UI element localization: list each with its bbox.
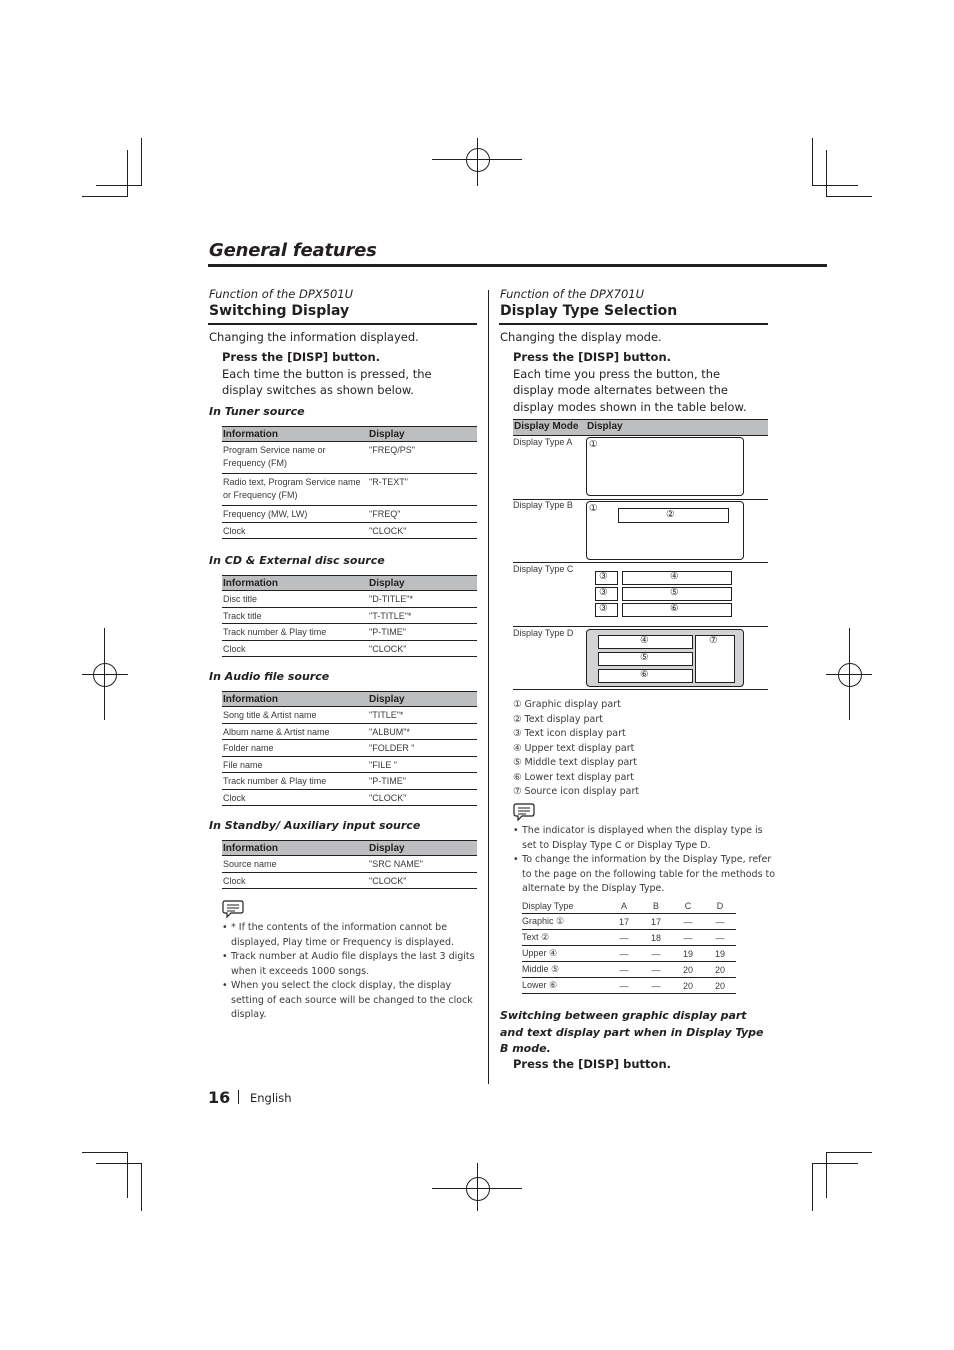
table-row bbox=[522, 946, 736, 962]
table-cell: 20 bbox=[704, 962, 736, 978]
table-cell: 17 bbox=[608, 914, 640, 930]
memo-icon bbox=[222, 899, 244, 919]
page-title: General features bbox=[209, 240, 377, 261]
callout-number: ② bbox=[666, 509, 675, 520]
legend-item: ② Text display part bbox=[513, 713, 604, 725]
table-cell: Frequency (MW, LW) bbox=[222, 506, 368, 523]
table-cell: Disc title bbox=[222, 591, 368, 608]
table-cell: — bbox=[640, 978, 672, 994]
notes-left bbox=[222, 921, 483, 1023]
table-cell: Lower ⑥ bbox=[522, 978, 608, 994]
table-cell: — bbox=[704, 930, 736, 946]
table-cell: "CLOCK" bbox=[368, 640, 477, 657]
footer-divider bbox=[238, 1090, 239, 1104]
table-cell: "R-TEXT" bbox=[368, 474, 477, 506]
legend-item: ⑤ Middle text display part bbox=[513, 757, 637, 768]
table-cell: Folder name bbox=[222, 740, 368, 757]
table-cell: "TITLE"* bbox=[368, 707, 477, 724]
intro-text: Changing the display mode. bbox=[500, 330, 662, 344]
table-row bbox=[222, 707, 477, 724]
column-header: Information bbox=[222, 692, 368, 707]
table-cell: "P-TIME" bbox=[368, 773, 477, 790]
table-row bbox=[522, 914, 736, 930]
table-row bbox=[222, 756, 477, 773]
table-row bbox=[222, 522, 477, 539]
table-cell: "CLOCK" bbox=[368, 522, 477, 539]
table-cell: Album name & Artist name bbox=[222, 723, 368, 740]
table-cell: 19 bbox=[704, 946, 736, 962]
cd-table bbox=[222, 575, 477, 657]
display-type-label: Display Type D bbox=[513, 628, 574, 638]
table-cell: 20 bbox=[672, 978, 704, 994]
title-rule bbox=[208, 264, 827, 267]
callout-number: ① bbox=[589, 503, 598, 514]
table-row bbox=[222, 591, 477, 608]
table-cell: "D-TITLE"* bbox=[368, 591, 477, 608]
legend-item: ⑥ Lower text display part bbox=[513, 771, 635, 783]
callout-number: ① bbox=[589, 439, 598, 450]
column-header: B bbox=[640, 898, 672, 914]
column-header: Information bbox=[222, 841, 368, 856]
display-type-table bbox=[522, 898, 736, 994]
audio-table bbox=[222, 691, 477, 806]
column-header: Display Mode bbox=[514, 421, 579, 432]
table-row bbox=[222, 723, 477, 740]
legend-item: ③ Text icon display part bbox=[513, 728, 626, 739]
table-cell: — bbox=[608, 962, 640, 978]
section-heading-display-type: Display Type Selection bbox=[500, 303, 678, 319]
step-text: Press the [DISP] button. bbox=[513, 350, 672, 364]
table-cell: File name bbox=[222, 756, 368, 773]
column-header: Information bbox=[222, 576, 368, 591]
table-cell: Track number & Play time bbox=[222, 773, 368, 790]
table-row bbox=[222, 624, 477, 641]
intro-text: Changing the information displayed. bbox=[209, 330, 419, 344]
display-type-label: Display Type B bbox=[513, 500, 573, 510]
table-cell: Track title bbox=[222, 607, 368, 624]
table-cell: Source name bbox=[222, 856, 368, 873]
callout-number: ⑤ bbox=[640, 652, 649, 663]
table-cell: "CLOCK" bbox=[368, 789, 477, 806]
table-row bbox=[522, 962, 736, 978]
column-divider bbox=[488, 290, 489, 1084]
table-row bbox=[222, 856, 477, 873]
table-cell: Clock bbox=[222, 872, 368, 889]
table-cell: "FOLDER " bbox=[368, 740, 477, 757]
column-header: C bbox=[672, 898, 704, 914]
table-cell: Upper ④ bbox=[522, 946, 608, 962]
callout-number: ③ bbox=[599, 603, 608, 614]
legend-item: ① Graphic display part bbox=[513, 699, 621, 710]
subheading-standby: In Standby/ Auxiliary input source bbox=[209, 819, 421, 832]
table-header bbox=[522, 898, 736, 914]
callout-number: ⑤ bbox=[670, 587, 679, 598]
table-cell: Track number & Play time bbox=[222, 624, 368, 641]
memo-icon bbox=[513, 802, 535, 822]
note-item: • * If the contents of the information cannot be displayed, Play time or Frequency is displayed. bbox=[231, 921, 483, 950]
step-description: Each time you press the button, the display mode alternates between the display modes shown in the table below. bbox=[513, 366, 747, 414]
column-header: A bbox=[608, 898, 640, 914]
subheading-audio: In Audio file source bbox=[209, 670, 330, 683]
section-heading-switching-display: Switching Display bbox=[209, 303, 350, 319]
table-cell: "SRC NAME" bbox=[368, 856, 477, 873]
table-cell: Clock bbox=[222, 640, 368, 657]
callout-number: ⑦ bbox=[709, 635, 718, 646]
table-row bbox=[522, 930, 736, 946]
table-cell: — bbox=[640, 962, 672, 978]
table-cell: — bbox=[640, 946, 672, 962]
column-header: Display bbox=[368, 841, 477, 856]
heading-rule bbox=[499, 323, 768, 325]
page-number: 16 bbox=[208, 1088, 231, 1107]
table-cell: 18 bbox=[640, 930, 672, 946]
table-row bbox=[222, 872, 477, 889]
table-cell: — bbox=[672, 930, 704, 946]
table-cell: "FILE " bbox=[368, 756, 477, 773]
note-item: • To change the information by the Display Type, refer to the page on the following table for the methods to alternate by the Display Type. bbox=[522, 853, 776, 897]
callout-number: ④ bbox=[670, 571, 679, 582]
table-cell: 20 bbox=[672, 962, 704, 978]
table-cell: Clock bbox=[222, 522, 368, 539]
table-row bbox=[222, 789, 477, 806]
table-row bbox=[222, 740, 477, 757]
display-type-label: Display Type A bbox=[513, 437, 573, 447]
column-header: Display bbox=[368, 692, 477, 707]
step-description: Each time the button is pressed, the display switches as shown below. bbox=[222, 366, 432, 397]
table-cell: — bbox=[608, 946, 640, 962]
table-row bbox=[222, 506, 477, 523]
table-cell: Text ② bbox=[522, 930, 608, 946]
switch-heading: Switching between graphic display part and text display part when in Display Type B mode. bbox=[500, 1009, 764, 1055]
column-header: Display bbox=[368, 427, 477, 442]
table-cell: 20 bbox=[704, 978, 736, 994]
switch-step-text: Press the [DISP] button. bbox=[513, 1057, 672, 1071]
table-cell: Middle ⑤ bbox=[522, 962, 608, 978]
step-text: Press the [DISP] button. bbox=[222, 350, 381, 364]
step-block bbox=[222, 349, 458, 399]
table-row bbox=[222, 640, 477, 657]
table-cell: Program Service name or Frequency (FM) bbox=[222, 442, 368, 474]
callout-number: ⑥ bbox=[670, 603, 679, 614]
callout-number: ⑥ bbox=[640, 669, 649, 680]
heading-rule bbox=[208, 323, 477, 325]
standby-table bbox=[222, 840, 477, 889]
table-cell: — bbox=[608, 978, 640, 994]
table-cell: "FREQ/PS" bbox=[368, 442, 477, 474]
table-cell: "CLOCK" bbox=[368, 872, 477, 889]
column-header: D bbox=[704, 898, 736, 914]
table-cell: "ALBUM"* bbox=[368, 723, 477, 740]
table-row bbox=[222, 442, 477, 474]
column-header: Information bbox=[222, 427, 368, 442]
table-cell: Song title & Artist name bbox=[222, 707, 368, 724]
tuner-table bbox=[222, 426, 477, 539]
table-row bbox=[222, 607, 477, 624]
callout-number: ③ bbox=[599, 571, 608, 582]
callout-number: ④ bbox=[640, 635, 649, 646]
column-header: Display bbox=[368, 576, 477, 591]
column-header: Display Type bbox=[522, 898, 608, 914]
table-cell: 19 bbox=[672, 946, 704, 962]
function-label-right: Function of the DPX701U bbox=[500, 287, 645, 301]
table-cell: "FREQ" bbox=[368, 506, 477, 523]
notes-right bbox=[513, 824, 776, 897]
table-cell: Clock bbox=[222, 789, 368, 806]
table-row bbox=[222, 773, 477, 790]
subheading-cd: In CD & External disc source bbox=[209, 554, 385, 567]
table-cell: 17 bbox=[640, 914, 672, 930]
table-row bbox=[522, 978, 736, 994]
legend-item: ④ Upper text display part bbox=[513, 742, 635, 754]
table-cell: "T-TITLE"* bbox=[368, 607, 477, 624]
table-row bbox=[222, 474, 477, 506]
callout-number: ③ bbox=[599, 587, 608, 598]
legend-item: ⑦ Source icon display part bbox=[513, 786, 640, 797]
note-item: • Track number at Audio file displays the last 3 digits when it exceeds 1000 songs. bbox=[231, 950, 483, 979]
footer-language: English bbox=[250, 1091, 292, 1105]
table-cell: — bbox=[672, 914, 704, 930]
column-header: Display bbox=[587, 421, 623, 432]
function-label-left: Function of the DPX501U bbox=[209, 287, 354, 301]
table-cell: — bbox=[704, 914, 736, 930]
step-block bbox=[513, 349, 753, 415]
subheading-tuner: In Tuner source bbox=[209, 405, 305, 418]
legend-list bbox=[513, 698, 639, 800]
note-item: • The indicator is displayed when the display type is set to Display Type C or Display Type D. bbox=[522, 824, 776, 853]
table-cell: "P-TIME" bbox=[368, 624, 477, 641]
table-cell: Radio text, Program Service name or Frequency (FM) bbox=[222, 474, 368, 506]
note-item: • When you select the clock display, the display setting of each source will be changed to the clock display. bbox=[231, 979, 483, 1023]
display-type-label: Display Type C bbox=[513, 564, 574, 574]
table-cell: — bbox=[608, 930, 640, 946]
display-diagram-a bbox=[586, 437, 744, 496]
table-cell: Graphic ① bbox=[522, 914, 608, 930]
